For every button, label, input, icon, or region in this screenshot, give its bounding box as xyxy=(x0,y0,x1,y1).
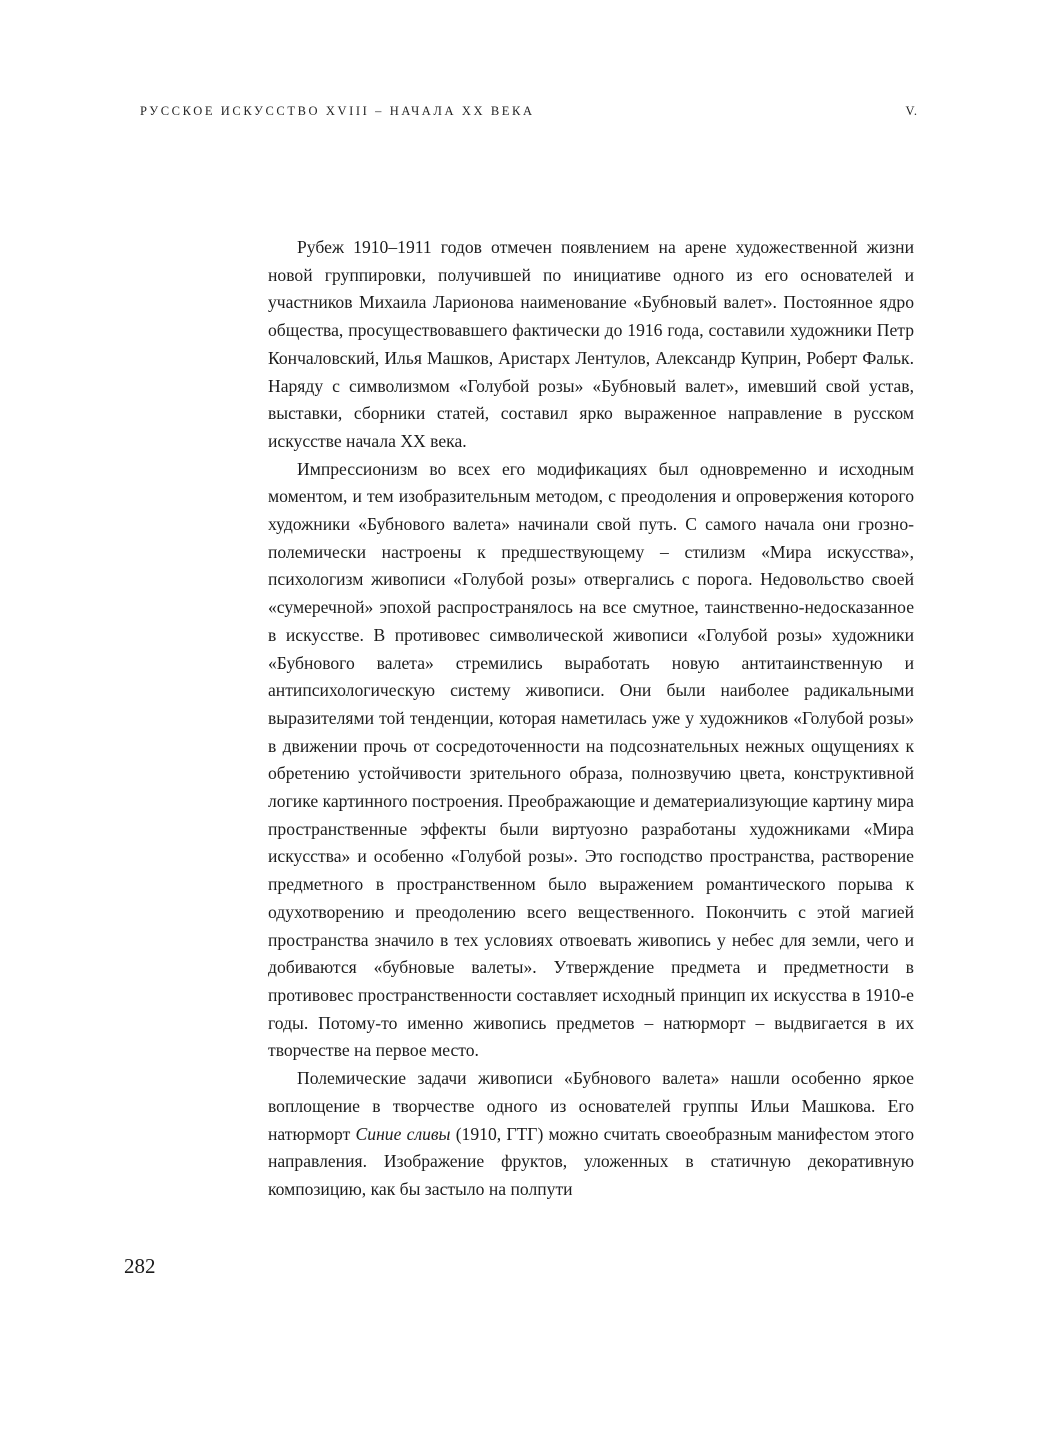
paragraph xyxy=(268,1065,914,1204)
artwork-title: Синие сливы xyxy=(355,1123,451,1144)
paragraph: Рубеж 1910–1911 годов отмечен появлением на арене художественной жизни новой группировки, получившей по инициативе одного из его основателей и участников Михаила Ларионова наименование «Бубновый валет». Постоянное ядро общества, просуществовавшего фактически до 1916 года, составили художники Петр Кончаловский, Илья Машков, Аристарх Лентулов, Александр Куприн, Роберт Фальк. Наряду с символизмом «Голубой розы» «Бубновый валет», имевший свой устав, выставки, сборники статей, составил ярко выраженное направление в русском искусстве начала XX века. xyxy=(268,237,914,451)
running-head xyxy=(140,104,918,128)
chapter-mark: V. xyxy=(905,104,918,118)
body-text xyxy=(268,234,914,1204)
paragraph-text: (1910, ГТГ) можно считать своеобразным манифестом этого направления. Изображение фруктов, уложенных в статичную декоративную композицию, как бы застыло на полпути xyxy=(268,1123,914,1199)
running-title: РУССКОЕ ИСКУССТВО XVIII – НАЧАЛА XX ВЕКА xyxy=(140,104,535,118)
page-number: 282 xyxy=(124,1254,156,1278)
paragraph: Импрессионизм во всех его модификациях был одновременно и исходным моментом, и тем изобразительным методом, с преодоления и опровержения которого художники «Бубнового валета» начинали свой путь. С самого начала они грозно-полемически настроены к предшествующему – стилизм «Мира искусства», психологизм живописи «Голубой розы» отвергались с порога. Недовольство своей «сумеречной» эпохой распространялось на все смутное, таинственно-недосказанное в искусстве. В противовес символической живописи «Голубой розы» художники «Бубнового валета» стремились выработать новую антитаинственную и антипсихологическую систему живописи. Они были наиболее радикальными выразителями той тенденции, которая наметилась уже у художников «Голубой розы» в движении прочь от сосредоточенности на подсознательных нежных ощущениях к обретению устойчивости зрительного образа, полнозвучию цвета, конструктивной логике картинного построения. Преображающие и дематериализующие картину мира пространственные эффекты были виртуозно разработаны художниками «Мира искусства» и особенно «Голубой розы». Это господство пространства, растворение предметного в пространственном было выражением романтического порыва к одухотворению и преодолению всего вещественного. Покончить с этой магией пространства значило в тех условиях отвоевать живопись у небес для земли, чего и добиваются «бубновые валеты». Утверждение предмета и предметности в противовес пространственности составляет исходный принцип их искусства в 1910-е годы. Потому-то именно живопись предметов – натюрморт – выдвигается в их творчестве на первое место. xyxy=(268,458,914,1061)
paragraph-text: Полемические задачи живописи «Бубнового валета» нашли особенно яркое воплощение в творчестве одного из основателей группы Ильи Машкова. Его натюрморт xyxy=(268,1068,914,1144)
